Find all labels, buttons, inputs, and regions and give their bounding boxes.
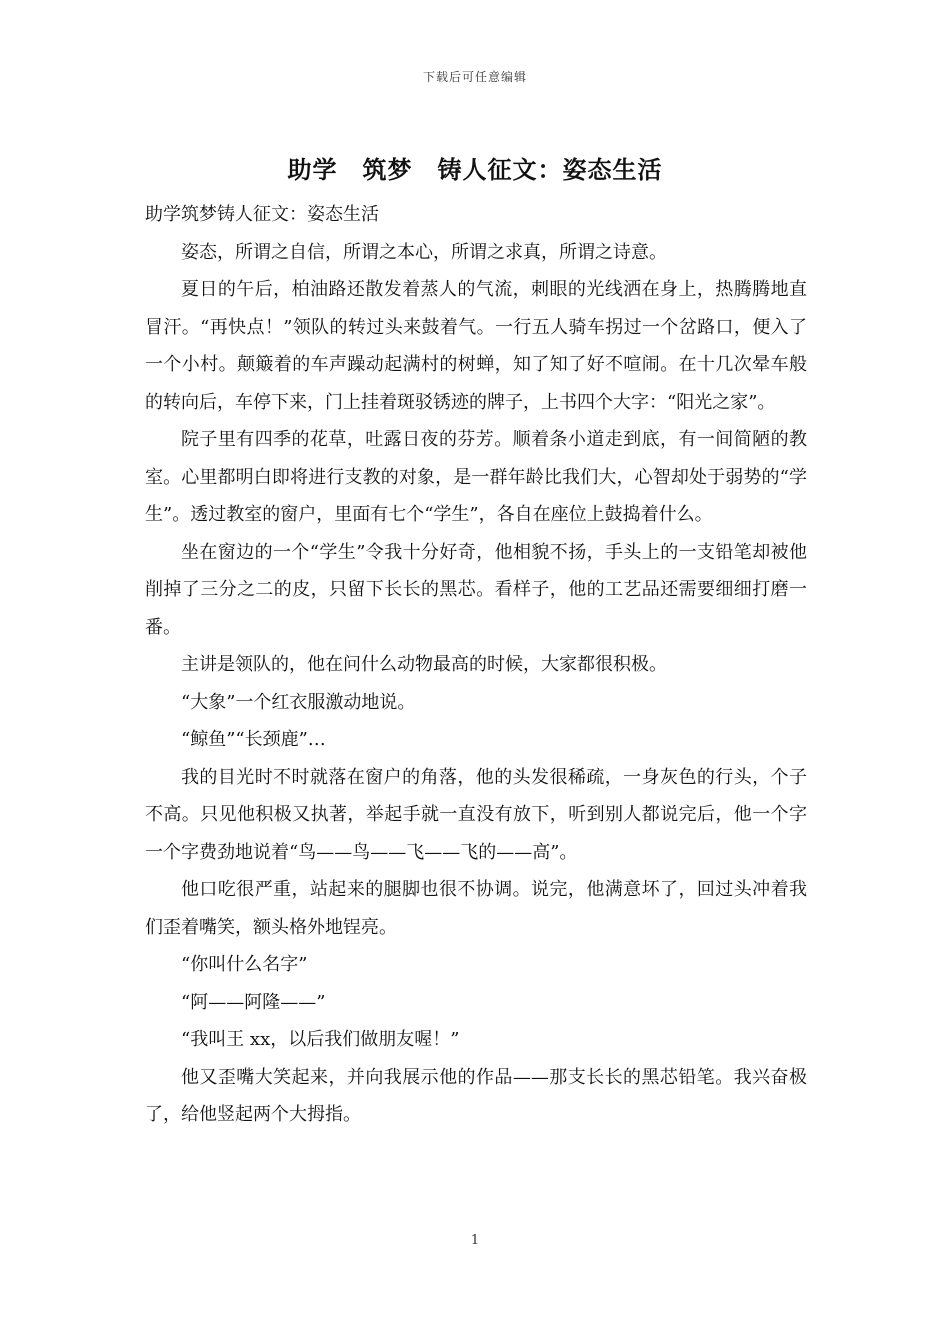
paragraph: 夏日的午后，柏油路还散发着蒸人的气流，刺眼的光线洒在身上，热腾腾地直冒汗。“再快点！”领队的转过头来鼓着气。一行五人骑车拐过一个岔路口，便入了一个小村。颠簸着的车声躁动起满村的树蝉，知了知了好不喧闹。在十几次晕车般的转向后，车停下来，门上挂着斑驳锈迹的牌子，上书四个大字：“阳光之家”。	[145, 279, 807, 413]
paragraph: “大象”一个红衣服激动地说。	[181, 691, 416, 713]
document-subtitle: 助学筑梦铸人征文：姿态生活	[145, 204, 379, 225]
page-number: 1	[470, 1233, 480, 1248]
paragraph: 姿态，所谓之自信，所谓之本心，所谓之求真，所谓之诗意。	[181, 241, 667, 263]
paragraph: “你叫什么名字”	[181, 954, 308, 975]
paragraph: 坐在窗边的一个“学生”令我十分好奇，他相貌不扬，手头上的一支铅笔却被他削掉了三分之二的皮，只留下长长的黑芯。看样子，他的工艺品还需要细细打磨一番。	[145, 541, 807, 638]
paragraph: “我叫王 xx，以后我们做朋友喔！”	[181, 1029, 460, 1050]
paragraph: 我的目光时不时就落在窗户的角落，他的头发很稀疏，一身灰色的行头，个子不高。只见他积极又执著，举起手就一直没有放下，听到别人都说完后，他一个字一个字费劲地说着“鸟——鸟——飞——飞的——高”。	[145, 766, 807, 863]
header-note: 下载后可任意编辑	[422, 70, 527, 84]
paragraph: 他又歪嘴大笑起来，并向我展示他的作品——那支长长的黑芯铅笔。我兴奋极了，给他竖起两个大拇指。	[145, 1066, 807, 1125]
document-body	[145, 196, 807, 1134]
paragraph: 院子里有四季的花草，吐露日夜的芬芳。顺着条小道走到底，有一间简陋的教室。心里都明白即将进行支教的对象，是一群年龄比我们大，心智却处于弱势的“学生”。透过教室的窗户，里面有七个“学生”，各自在座位上鼓捣着什么。	[145, 429, 807, 525]
paragraph: 主讲是领队的，他在问什么动物最高的时候，大家都很积极。	[181, 654, 667, 675]
paragraph: “阿——阿隆——”	[181, 991, 326, 1013]
document-title: 助学 筑梦 铸人征文：姿态生活	[287, 155, 663, 184]
paragraph: “鲸鱼”“长颈鹿”…	[181, 729, 326, 750]
paragraph: 他口吃很严重，站起来的腿脚也很不协调。说完，他满意坏了，回过头冲着我们歪着嘴笑，额头格外地锃亮。	[145, 879, 807, 938]
